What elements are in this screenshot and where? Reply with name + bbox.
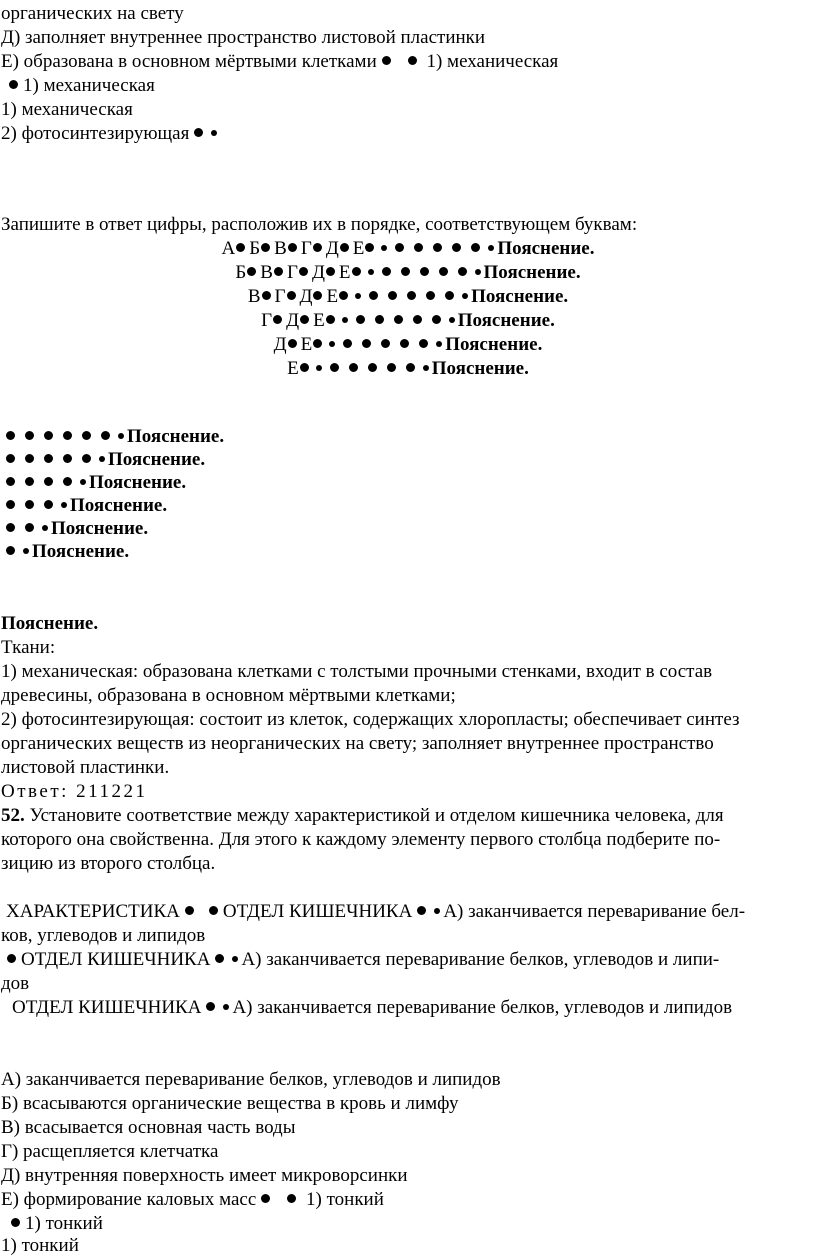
list-item: А) заканчивается переваривание белков, углеводов и липидов xyxy=(1,1069,501,1090)
explanation-label: Пояснение. xyxy=(70,495,168,516)
bullet-icon xyxy=(223,1004,229,1010)
letter-label: Г xyxy=(300,238,312,259)
text-line: 2) фотосинтезирующая xyxy=(1,122,220,145)
bullet-icon xyxy=(44,477,53,486)
letter-label: Е xyxy=(300,334,313,355)
bullet-icon xyxy=(349,363,358,372)
bullet-icon xyxy=(395,243,404,252)
bullet-icon xyxy=(433,243,442,252)
bullet-icon xyxy=(236,243,245,252)
bullet-icon xyxy=(44,431,53,440)
explanation-title: Пояснение. xyxy=(1,613,99,634)
bullet-icon xyxy=(209,906,218,915)
bullet-icon xyxy=(475,269,481,275)
text-line: 1) механическая: образована клетками с толстыми прочными стенками, входит в состав xyxy=(1,661,713,682)
bullet-icon xyxy=(273,315,282,324)
bullet-icon xyxy=(247,267,256,276)
bullet-icon xyxy=(436,341,442,347)
letter-label: Г xyxy=(261,310,273,331)
letter-label: Е xyxy=(326,286,339,307)
bullet-icon xyxy=(288,339,297,348)
text-line: 2) фотосинтезирующая: состоит из клеток, содержащих хлоропласты; обеспечивает синтез xyxy=(1,709,740,730)
bullet-icon xyxy=(44,500,53,509)
bullet-icon xyxy=(426,291,435,300)
list-item: Е) формирование каловых масс 1) тонкий xyxy=(1,1189,384,1210)
bullet-icon xyxy=(458,267,467,276)
bullet-icon xyxy=(432,315,441,324)
bullet-icon xyxy=(63,477,72,486)
bullet-icon xyxy=(300,315,309,324)
bullet-icon xyxy=(387,363,396,372)
list-item: Д) внутренняя поверхность имеет микроворсинки xyxy=(1,1165,408,1186)
bullet-icon xyxy=(82,454,91,463)
bullet-icon xyxy=(6,477,15,486)
bullet-icon xyxy=(194,128,203,137)
letter-label: Б xyxy=(235,262,247,283)
bullet-icon xyxy=(419,339,428,348)
text-line: Д) заполняет внутреннее пространство листовой пластинки xyxy=(1,27,486,48)
bullet-icon xyxy=(25,454,34,463)
explanation-label: Пояснение. xyxy=(497,238,595,259)
bullet-icon xyxy=(316,365,322,371)
bullet-icon xyxy=(44,454,53,463)
explanation-label: Пояснение. xyxy=(457,310,555,331)
bullet-icon xyxy=(118,433,124,439)
letter-label: Д xyxy=(299,286,313,307)
explanation-label: Пояснение. xyxy=(51,518,149,539)
bullet-icon xyxy=(342,317,348,323)
bullet-icon xyxy=(326,315,335,324)
bullet-icon xyxy=(63,454,72,463)
bullet-icon xyxy=(206,1002,215,1011)
bullet-icon xyxy=(452,243,461,252)
bullet-icon xyxy=(11,1218,20,1227)
bullet-icon xyxy=(406,363,415,372)
bullet-icon xyxy=(369,291,378,300)
bullet-icon xyxy=(25,477,34,486)
answer-letter-row xyxy=(0,333,816,356)
answer-letter-row xyxy=(0,285,816,308)
explanation-dot-row xyxy=(1,517,148,540)
bullet-icon xyxy=(414,243,423,252)
bullet-icon xyxy=(300,363,309,372)
text-line: 1) механическая xyxy=(1,99,133,120)
text-line: 1) механическая xyxy=(1,74,155,97)
letter-label: В xyxy=(274,238,287,259)
list-item: Г) расщепляется клетчатка xyxy=(1,1141,219,1162)
bullet-icon xyxy=(381,339,390,348)
bullet-icon xyxy=(326,267,335,276)
bullet-icon xyxy=(400,339,409,348)
answer-letter-row xyxy=(0,261,816,284)
bullet-icon xyxy=(313,243,322,252)
explanation-label: Пояснение. xyxy=(32,541,130,562)
bullet-icon xyxy=(394,315,403,324)
explanation-dot-row xyxy=(1,448,205,471)
bullet-icon xyxy=(23,548,29,554)
bullet-icon xyxy=(274,267,283,276)
letter-label: Г xyxy=(286,262,298,283)
letter-label: Г xyxy=(274,286,286,307)
text-line: Е) образована в основном мёртвыми клетками 1) механическая xyxy=(1,51,559,72)
text-line: листовой пластинки. xyxy=(1,757,170,778)
list-item: В) всасывается основная часть воды xyxy=(1,1117,296,1138)
bullet-icon xyxy=(407,291,416,300)
text-line: Ткани: xyxy=(1,637,56,658)
text-line: органических веществ из неорганических на свету; заполняет внутреннее пространство xyxy=(1,733,714,754)
bullet-icon xyxy=(340,243,349,252)
text-line: ОТДЕЛ КИШЕЧНИКА А) заканчивается переваривание белков, углеводов и липидов xyxy=(12,997,733,1018)
bullet-icon xyxy=(288,243,297,252)
bullet-icon xyxy=(401,267,410,276)
explanation-label: Пояснение. xyxy=(127,426,225,447)
explanation-dot-row xyxy=(1,494,167,517)
bullet-icon xyxy=(471,243,480,252)
text-line: ков, углеводов и липидов xyxy=(1,925,206,946)
explanation-dot-row xyxy=(1,425,224,448)
bullet-icon xyxy=(417,906,426,915)
bullet-icon xyxy=(355,293,361,299)
bullet-icon xyxy=(362,339,371,348)
letter-label: Д xyxy=(325,238,339,259)
letter-label: Е xyxy=(352,238,365,259)
letter-label: В xyxy=(260,262,273,283)
bullet-icon xyxy=(6,500,15,509)
bullet-icon xyxy=(185,906,194,915)
explanation-label: Пояснение. xyxy=(483,262,581,283)
letter-label: Б xyxy=(249,238,261,259)
bullet-icon xyxy=(232,956,238,962)
text-line: 1) тонкий xyxy=(1,1212,103,1235)
bullet-icon xyxy=(382,56,391,65)
answer-letter-row xyxy=(0,357,816,380)
bullet-icon xyxy=(287,291,296,300)
bullet-icon xyxy=(423,365,429,371)
answer-letter-row xyxy=(0,309,816,332)
bullet-icon xyxy=(352,267,361,276)
bullet-icon xyxy=(488,245,494,251)
text-line: ОТДЕЛ КИШЕЧНИКА А) заканчивается переваривание белков, углеводов и липи- xyxy=(1,948,719,971)
explanation-label: Пояснение. xyxy=(89,472,187,493)
bullet-icon xyxy=(6,523,15,532)
explanation-dot-row xyxy=(1,540,129,563)
question-52-line: 52. Установите соответствие между характеристикой и отделом кишечника человека, для xyxy=(1,805,724,826)
bullet-icon xyxy=(339,291,348,300)
bullet-icon xyxy=(99,456,105,462)
bullet-icon xyxy=(330,363,339,372)
bullet-icon xyxy=(261,1194,270,1203)
bullet-icon xyxy=(82,431,91,440)
answer-line: Ответ: 211221 xyxy=(1,781,148,802)
bullet-icon xyxy=(101,431,110,440)
letter-label: Е xyxy=(287,358,299,379)
bullet-icon xyxy=(329,341,335,347)
letter-label: Д xyxy=(311,262,325,283)
bullet-icon xyxy=(343,339,352,348)
bullet-icon xyxy=(6,454,15,463)
explanation-label: Пояснение. xyxy=(108,449,206,470)
letter-label: Е xyxy=(313,310,325,331)
bullet-icon xyxy=(211,130,217,136)
text-line: 1) тонкий xyxy=(1,1235,79,1256)
bullet-icon xyxy=(434,908,440,914)
letter-label: Е xyxy=(338,262,351,283)
bullet-icon xyxy=(261,243,270,252)
text-line: органических на свету xyxy=(1,3,184,24)
bullet-icon xyxy=(356,315,365,324)
bullet-icon xyxy=(449,317,455,323)
bullet-icon xyxy=(313,291,322,300)
bullet-icon xyxy=(365,243,374,252)
explanation-label: Пояснение. xyxy=(445,334,543,355)
instruction-text: Запишите в ответ цифры, расположив их в порядке, соответствующем буквам: xyxy=(1,214,638,235)
bullet-icon xyxy=(299,267,308,276)
bullet-icon xyxy=(7,954,16,963)
bullet-icon xyxy=(25,523,34,532)
bullet-icon xyxy=(368,269,374,275)
bullet-icon xyxy=(439,267,448,276)
bullet-icon xyxy=(388,291,397,300)
letter-label: А xyxy=(221,238,236,259)
bullet-icon xyxy=(408,56,417,65)
bullet-icon xyxy=(382,267,391,276)
bullet-icon xyxy=(6,546,15,555)
bullet-icon xyxy=(80,479,86,485)
bullet-icon xyxy=(462,293,468,299)
bullet-icon xyxy=(381,245,387,251)
bullet-icon xyxy=(9,80,18,89)
bullet-icon xyxy=(287,1194,296,1203)
letter-label: В xyxy=(247,286,261,307)
bullet-icon xyxy=(420,267,429,276)
bullet-icon xyxy=(368,363,377,372)
bullet-icon xyxy=(215,954,224,963)
bullet-icon xyxy=(25,431,34,440)
bullet-icon xyxy=(63,431,72,440)
bullet-icon xyxy=(413,315,422,324)
bullet-icon xyxy=(6,431,15,440)
answer-letter-row xyxy=(0,237,816,260)
bullet-icon xyxy=(262,291,271,300)
text-line: зицию из второго столбца. xyxy=(1,853,216,874)
list-item: Б) всасываются органические вещества в кровь и лимфу xyxy=(1,1093,459,1114)
letter-label: Д xyxy=(273,334,287,355)
text-line: древесины, образована в основном мёртвыми клетками; xyxy=(1,685,456,706)
explanation-label: Пояснение. xyxy=(431,358,529,379)
bullet-icon xyxy=(42,525,48,531)
explanation-dot-row xyxy=(1,471,186,494)
text-line: дов xyxy=(1,973,30,994)
text-line: ХАРАКТЕРИСТИКА ОТДЕЛ КИШЕЧНИКА А) заканчивается переваривание бел- xyxy=(6,901,746,922)
bullet-icon xyxy=(313,339,322,348)
bullet-icon xyxy=(25,500,34,509)
explanation-label: Пояснение. xyxy=(471,286,569,307)
letter-label: Д xyxy=(286,310,300,331)
text-line: которого она свойственна. Для этого к каждому элементу первого столбца подберите по- xyxy=(1,829,721,850)
bullet-icon xyxy=(61,502,67,508)
bullet-icon xyxy=(375,315,384,324)
bullet-icon xyxy=(445,291,454,300)
